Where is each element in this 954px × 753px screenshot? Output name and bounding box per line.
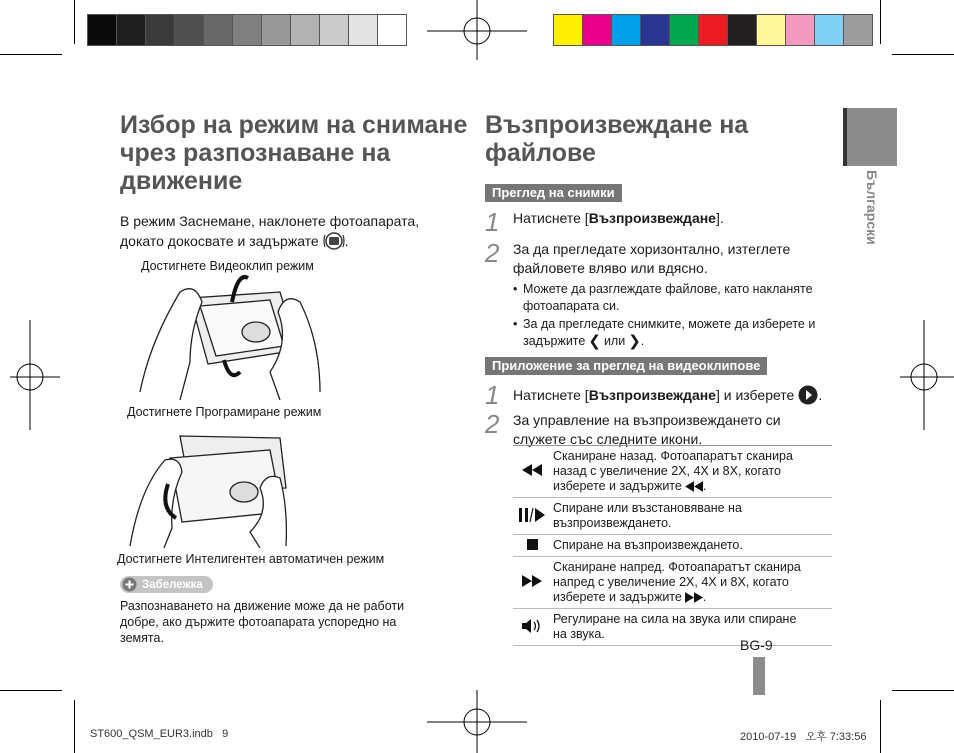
color-swatch [553, 14, 583, 46]
note-header [120, 576, 213, 593]
color-swatch [611, 14, 641, 46]
row-text: на звука. [553, 627, 605, 641]
color-swatch [814, 14, 844, 46]
tilt-camera-illustration-video [120, 272, 340, 400]
bullet-text: Можете да разглеждате файлове, като накланяте [523, 282, 813, 296]
intro-text: докато докосвате и задържате [120, 232, 319, 249]
stop-icon [527, 539, 538, 550]
footer-date: 2010-07-19 오후 7:33:56 [740, 731, 867, 743]
row-text: възпроизвеждането. [553, 516, 672, 530]
step-text: Натиснете [ [513, 210, 589, 226]
step-text: За да прегледате хоризонтално, изтеглете [513, 241, 791, 257]
step-text: За управление на възпроизвеждането си [513, 412, 781, 428]
note-line: земята. [120, 631, 164, 645]
section-tag-photos: Преглед на снимки [485, 184, 622, 202]
motion-recognition-icon [323, 231, 345, 251]
step-text: файловете вляво или вдясно. [513, 260, 708, 276]
row-text: Спиране или възстановяване на [553, 501, 742, 515]
color-swatch [145, 14, 175, 46]
color-swatch [203, 14, 233, 46]
tilt-camera-illustration-program [120, 428, 300, 548]
section-tag-videos: Приложение за преглед на видеоклипове [485, 357, 767, 375]
volume-icon [522, 618, 542, 634]
color-swatch [669, 14, 699, 46]
playback-button-label: Възпроизвеждане [588, 210, 716, 226]
color-swatch [348, 14, 378, 46]
color-swatch [87, 14, 117, 46]
bullet-text: За да прегледате снимките, можете да изберете и [523, 317, 816, 331]
left-title-line: Избор на режим на снимане [120, 111, 468, 139]
color-swatch [756, 14, 786, 46]
color-swatch [640, 14, 670, 46]
bullet-list: • Можете да разглеждате файлове, като накланяте фотоапарата си. • За да прегледате снимките, можете да изберете и задържите ❮ или ❯ . [513, 282, 816, 350]
step-text: служете със следните икони. [513, 431, 703, 447]
row-text: Сканиране напред. Фотоапаратът сканира [553, 560, 801, 574]
fast-forward-icon [685, 592, 703, 603]
left-title-line: движение [120, 167, 243, 195]
color-swatch [261, 14, 291, 46]
page-number: BG-9 [740, 637, 773, 653]
left-title-line: чрез разпознаване на [120, 139, 391, 167]
playback-icon-table [513, 445, 832, 646]
chevron-right-icon: ❯ [628, 333, 641, 350]
step-number: 1 [485, 207, 500, 237]
row-text: Регулиране на сила на звука или спиране [553, 612, 797, 626]
page-tab-marker [753, 657, 765, 695]
step-number: 2 [485, 409, 500, 439]
rewind-icon [685, 481, 703, 492]
step-text: ] и изберете [715, 386, 795, 403]
language-tab [862, 170, 880, 270]
color-swatch [727, 14, 757, 46]
language-tab-marker [847, 108, 897, 166]
fast-forward-icon [522, 575, 542, 587]
color-swatch [698, 14, 728, 46]
color-swatch [319, 14, 349, 46]
figure-caption-smart-auto: Достигнете Интелигентен автоматичен режим [117, 552, 385, 566]
language-tab-edge [843, 108, 847, 166]
left-section-title [120, 111, 470, 195]
bullet-text: фотоапарата си. [523, 299, 620, 313]
color-swatch [116, 14, 146, 46]
figure-caption-program: Достигнете Програмиране режим [127, 405, 322, 419]
playback-button-label: Възпроизвеждане [588, 386, 716, 403]
video-steps: 1 Натиснете [Възпроизвеждане] и изберете . 2 За управление на възпроизвеждането си служете със следните икони. [485, 380, 823, 447]
step-text: ]. [715, 210, 724, 226]
footer-file: ST600_QSM_EUR3.indb 9 [90, 728, 229, 740]
right-title-line: файлове [485, 139, 596, 167]
row-text: напред с увеличение 2X, 4X и 8X, когато [553, 575, 789, 589]
table-row: Сканиране назад. Фотоапаратът сканира назад с увеличение 2X, 4X и 8X, когато изберете и задържите . [513, 446, 832, 498]
note-line: добре, ако държите фотоапарата успоредно на [120, 615, 397, 629]
color-swatch [290, 14, 320, 46]
left-intro: В режим Заснемане, наклонете фотоапарата, докато докосвате и задържате . [120, 212, 460, 251]
color-swatch [377, 14, 407, 46]
bullet-text: задържите [523, 334, 586, 348]
step-text: Натиснете [ [513, 386, 589, 403]
color-swatch [232, 14, 262, 46]
row-text: назад с увеличение 2X, 4X и 8X, когато [553, 464, 781, 478]
note-line: Разпознаването на движение може да не работи [120, 599, 405, 613]
play-circle-icon [798, 385, 818, 405]
color-swatch [582, 14, 612, 46]
row-text: Сканиране назад. Фотоапаратът сканира [553, 449, 793, 463]
table-row [513, 535, 832, 557]
table-row [513, 609, 832, 646]
right-title-line: Възпроизвеждане на [485, 111, 749, 139]
intro-text: В режим Заснемане, наклонете фотоапарата, [120, 213, 420, 229]
step-number: 1 [485, 380, 500, 410]
row-text: Спиране на възпроизвеждането. [553, 538, 743, 552]
color-swatch [174, 14, 204, 46]
photo-steps [485, 209, 840, 350]
language-label: Български [864, 170, 880, 245]
note-label: Забележка [142, 578, 203, 591]
rewind-icon [522, 464, 542, 476]
table-row: Сканиране напред. Фотоапаратът сканира напред с увеличение 2X, 4X и 8X, когато изберете и задържите . [513, 557, 832, 609]
plus-note-icon [122, 577, 137, 592]
color-swatch [785, 14, 815, 46]
bullet-text: или [603, 334, 626, 348]
color-swatch [843, 14, 873, 46]
right-section-title [485, 111, 825, 167]
figure-caption-video: Достигнете Видеоклип режим [141, 259, 314, 273]
play-pause-icon [519, 508, 545, 522]
step-number: 2 [485, 238, 500, 268]
note-text [120, 598, 450, 646]
row-text: изберете и задържите [553, 479, 682, 493]
chevron-left-icon: ❮ [588, 333, 601, 350]
table-row [513, 498, 832, 535]
row-text: изберете и задържите [553, 590, 682, 604]
